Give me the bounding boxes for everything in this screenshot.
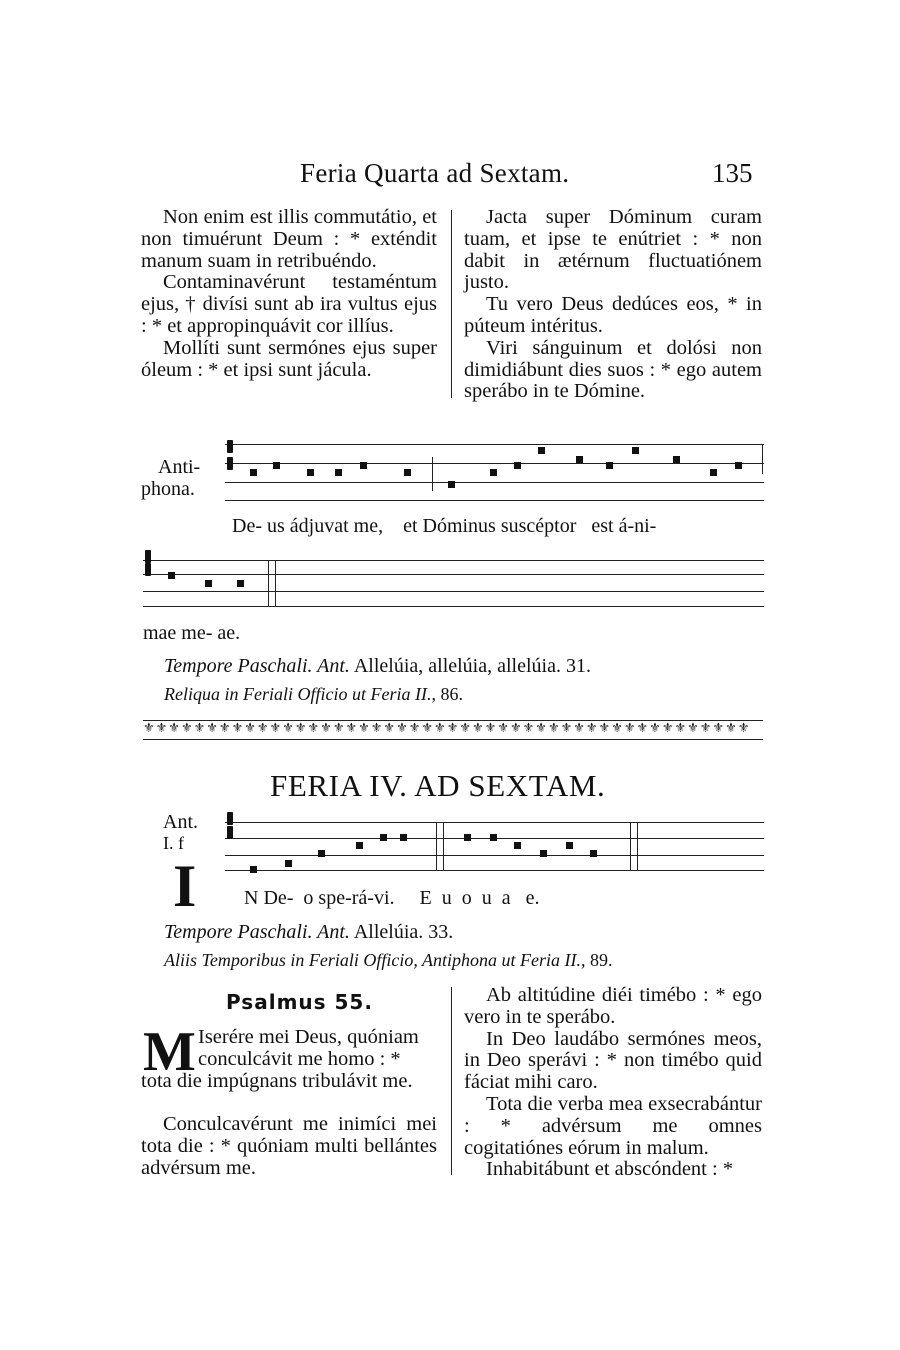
running-header-title: Feria Quarta ad Sextam. xyxy=(300,158,570,188)
tempore-text: Allelúia. 33. xyxy=(349,921,454,943)
section-title: FERIA IV. AD SEXTAM. xyxy=(270,768,606,803)
ant-label-line2: I. f xyxy=(163,833,184,853)
verse: In Deo laudábo sermónes meos, in Deo sperávi : * non timébo quid fáciat mihi caro. xyxy=(464,1027,762,1094)
psalm-first-line1: Iserére mei Deus, quóniam xyxy=(198,1026,419,1048)
reliqua-text: , 86. xyxy=(431,684,463,704)
ant-label-line1: Ant. xyxy=(163,811,198,833)
verse: Ab altitúdine diéi timébo : * ego vero in te sperábo. xyxy=(464,984,762,1028)
verse: Non enim est illis commutátio, et non timuérunt Deum : * exténdit manum suam in retribuéndo. xyxy=(141,206,437,272)
tempore-text: Allelúia, allelúia, allelúia. 31. xyxy=(349,655,591,677)
antiphon1-lyrics-line1: De- us ádjuvat me, et Dóminus suscéptor est á-ni- xyxy=(232,515,657,537)
tempore-label: Tempore Paschali. Ant. xyxy=(164,921,350,943)
verse: Viri sánguinum et dolósi non dimidiábunt dies suos : * ego autem sperábo in te Dómine. xyxy=(464,336,762,403)
psalm-first-rest: tota die impúgnans tribulávit me. xyxy=(141,1070,413,1092)
tempore-label: Tempore Paschali. Ant. xyxy=(164,655,350,677)
bottom-right-column xyxy=(464,985,762,1181)
psalm-verse-2 xyxy=(141,1114,437,1179)
aliis-note xyxy=(164,950,613,971)
verse: Tota die verba mea exsecrabántur : * advérsum me omnes cogitatiónes eórum in malum. xyxy=(464,1092,762,1159)
column-divider-bottom xyxy=(451,987,452,1175)
reliqua-label: Reliqua in Feriali Officio ut Feria II. xyxy=(164,684,432,704)
antiphon2-lyrics: N De- o spe-rá-vi. E u o u a e. xyxy=(244,887,540,909)
antiphona-label-line2: phona. xyxy=(141,478,195,500)
verse: Contaminavérunt testaméntum ejus, † divísi sunt ab ira vultus ejus : * et appropinquávit cor illíus. xyxy=(141,271,437,337)
tempore-paschali-note-2 xyxy=(164,921,453,944)
verse: Conculcavérunt me inimíci mei tota die : * quóniam multi bellántes advérsum me. xyxy=(141,1113,437,1179)
aliis-label: Aliis Temporibus in Feriali Officio, Antiphona ut Feria II. xyxy=(164,950,581,970)
psalm-first-line2: conculcávit me homo : * xyxy=(198,1048,401,1070)
drop-cap-I: I xyxy=(173,853,197,919)
verse: Inhabitábunt et abscóndent : * xyxy=(486,1158,734,1181)
verse: Mollíti sunt sermónes ejus super óleum : * et ipsi sunt jácula. xyxy=(141,336,437,381)
aliis-text: , 89. xyxy=(581,950,613,970)
verse: Jacta super Dóminum curam tuam, et ipse te enútriet : * non dabit in ætérnum fluctuatiónem justo. xyxy=(464,206,762,294)
antiphona-label-line1: Anti- xyxy=(158,456,201,478)
verse: Tu vero Deus dedúces eos, * in púteum intéritus. xyxy=(464,293,762,337)
antiphon1-lyrics-line2: mae me- ae. xyxy=(143,622,241,644)
ornament-band: ⚜⚜⚜⚜⚜⚜⚜⚜⚜⚜⚜⚜⚜⚜⚜⚜⚜⚜⚜⚜⚜⚜⚜⚜⚜⚜⚜⚜⚜⚜⚜⚜⚜⚜⚜⚜⚜⚜⚜⚜⚜⚜⚜⚜⚜⚜⚜⚜ xyxy=(143,720,751,735)
drop-cap-M: M xyxy=(143,1021,196,1083)
page-number: 135 xyxy=(712,158,753,188)
psalm-title: Psalmus 55. xyxy=(226,990,373,1014)
